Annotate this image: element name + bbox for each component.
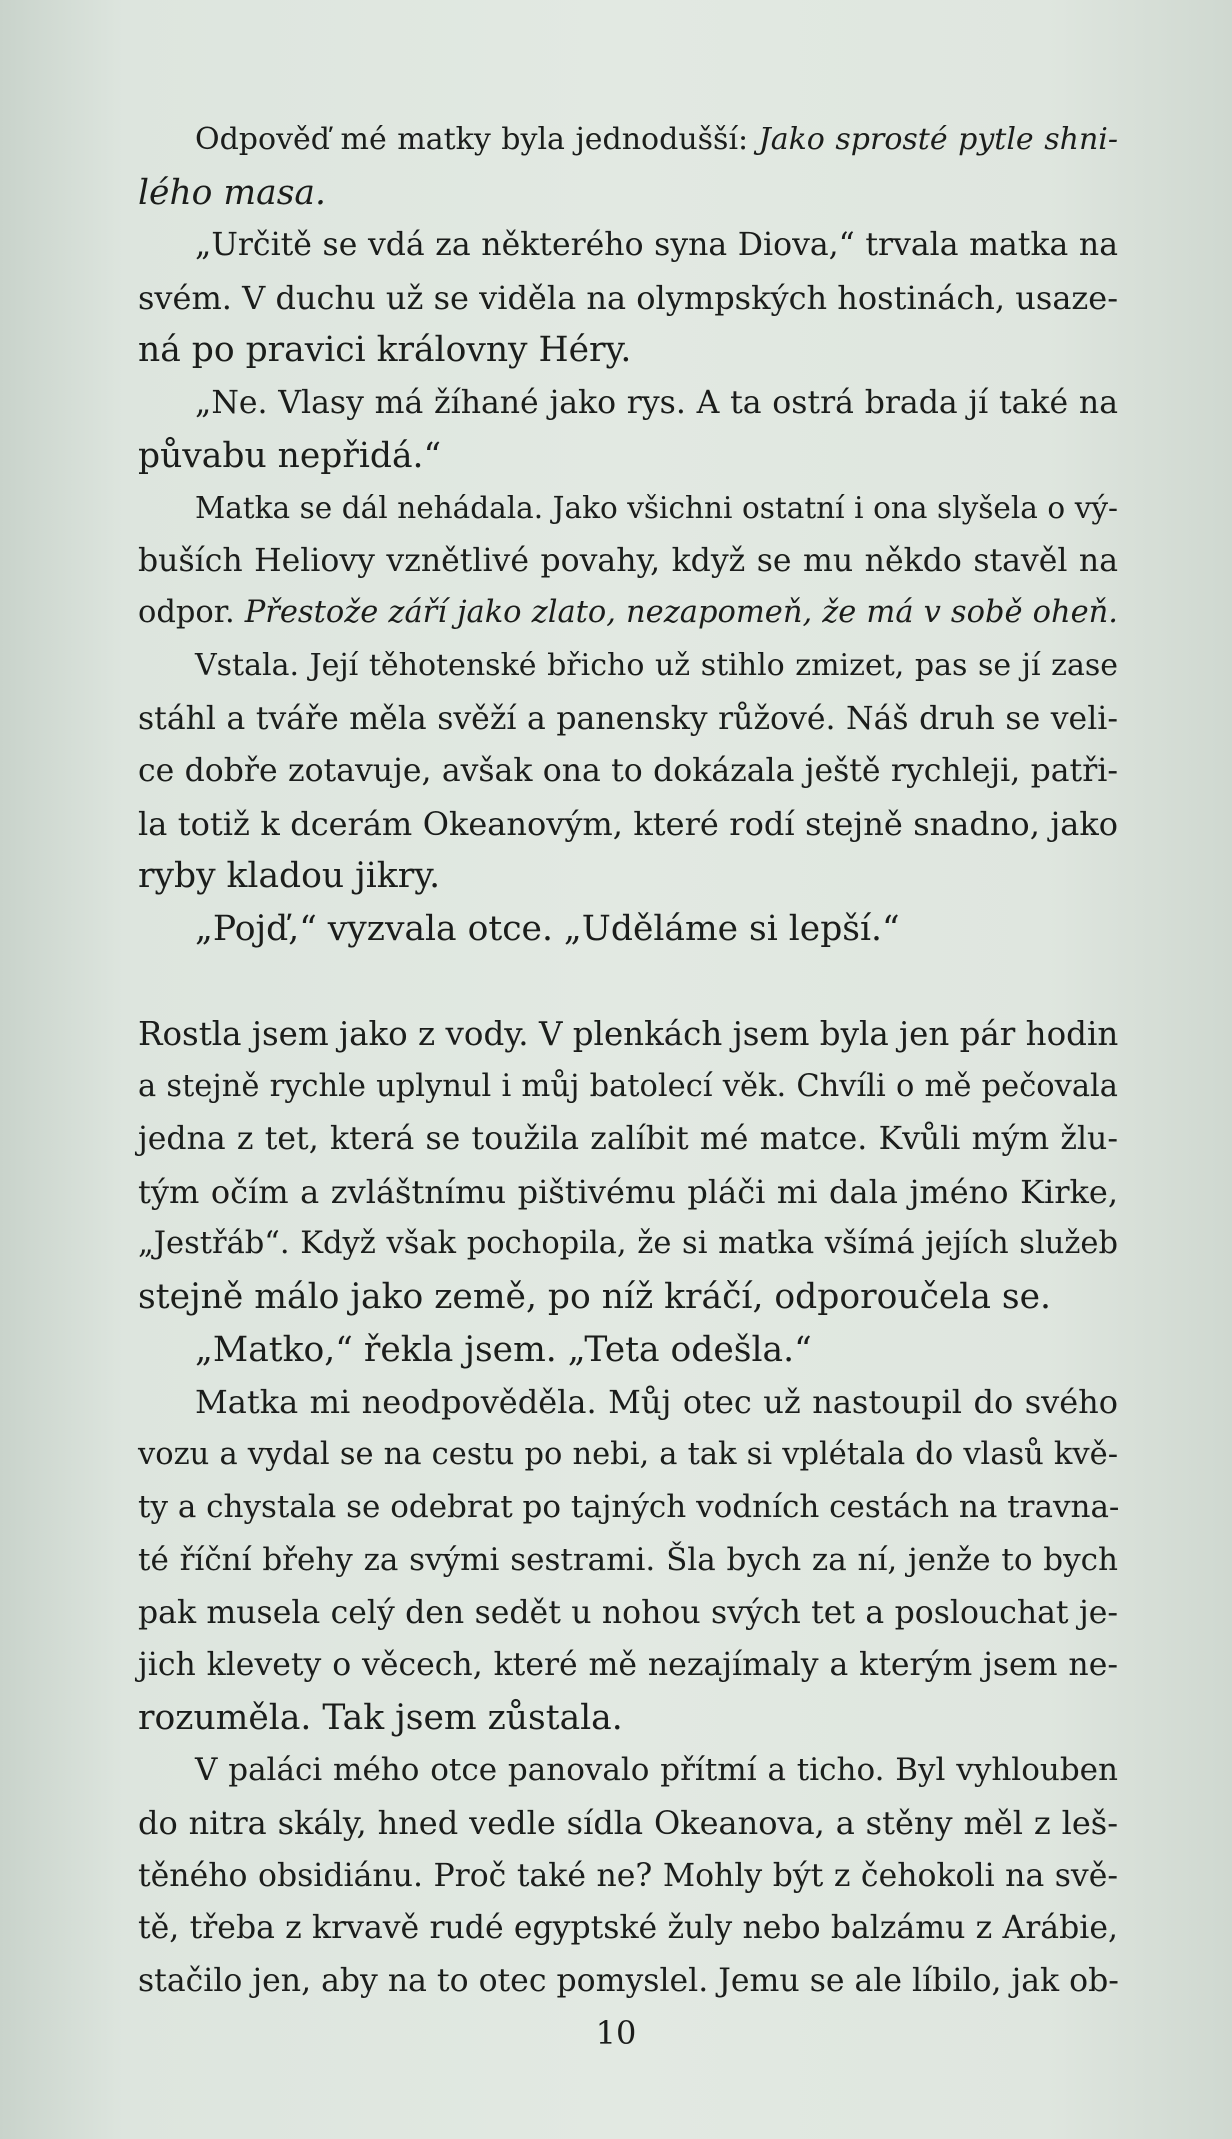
text-line [138, 640, 1118, 693]
paragraph [138, 903, 1118, 956]
text-line [138, 1324, 1118, 1377]
text-run: jich klevety o věcech, které mě nezajímaly a kterým jsem ne- [138, 1647, 1118, 1684]
text-line [138, 219, 1118, 272]
text-run: ty a chystala se odebrat po tajných vodních cestách na travna- [138, 1489, 1120, 1526]
paragraph [138, 219, 1118, 377]
text-run: tým očím a zvláštnímu pištivému pláči mi dala jméno Kirke, [138, 1172, 1118, 1211]
text-line [138, 1797, 1118, 1850]
text-line [138, 377, 1118, 430]
paragraph [138, 114, 1118, 219]
text-run: stejně málo jako země, po níž kráčí, odporoučela se. [138, 1277, 1051, 1318]
text-run: „Jestřáb“. Když však pochopila, že si matka všímá jejích služeb [138, 1226, 1118, 1262]
text-run: „Pojď,“ vyzvala otce. „Uděláme si lepší.“ [195, 908, 900, 949]
text-run: V paláci mého otce panovalo přítmí a ticho. Byl vyhlouben [195, 1752, 1118, 1789]
text-line [138, 1692, 1118, 1745]
text-run: „Matko,“ řekla jsem. „Teta odešla.“ [195, 1329, 812, 1370]
text-run: svém. V duchu už se viděla na olympských hostinách, usaze- [138, 278, 1118, 317]
page-number: 10 [595, 2014, 637, 2052]
text-line [138, 693, 1118, 746]
text-line [138, 272, 1118, 325]
text-run: stačilo jen, aby na to otec pomyslel. Jemu se ale líbilo, jak ob- [138, 1962, 1119, 1999]
text-run: „Ne. Vlasy má žíhané jako rys. A ta ostrá brada jí také na [195, 384, 1118, 421]
paragraph [138, 1744, 1118, 2007]
paragraph [138, 1324, 1118, 1377]
text-line [138, 798, 1118, 851]
text-line [138, 1008, 1118, 1061]
italic-text: Přestože září jako zlato, nezapomeň, že má v sobě oheň. [244, 595, 1118, 631]
text-run: ryby kladou jikry. [138, 856, 441, 897]
paragraph [138, 640, 1118, 903]
paragraph [138, 1008, 1118, 1324]
text-run: a stejně rychle uplynul i můj batolecí věk. Chvíli o mě pečovala [138, 1068, 1118, 1104]
text-run: Matka mi neodpověděla. Můj otec už nastoupil do svého [195, 1383, 1118, 1422]
text-line [138, 114, 1118, 167]
section-break [138, 956, 1118, 1009]
text-run: Matka se dál nehádala. Jako všichni ostatní i ona slyšela o vý- [195, 491, 1118, 526]
text-run: Odpověď mé matky byla jednodušší: [195, 122, 759, 157]
text-run: odpor. [138, 595, 245, 631]
text-run: do nitra skály, hned vedle sídla Okeanova, a stěny měl z leš- [138, 1804, 1118, 1842]
paragraph [138, 377, 1118, 482]
text-run: „Určitě se vdá za některého syna Diova,“ trvala matka na [195, 227, 1118, 264]
text-line [138, 1376, 1118, 1429]
text-line [138, 850, 1118, 903]
text-run: Vstala. Její těhotenské břicho už stihlo zmizet, pas se jí zase [195, 647, 1118, 683]
text-line [138, 1534, 1118, 1587]
text-line [138, 587, 1118, 640]
text-line [138, 1218, 1118, 1271]
text-run: stáhl a tváře měla svěží a panensky růžové. Náš druh se veli- [138, 700, 1118, 737]
text-run: té říční břehy za svými sestrami. Šla bych za ní, jenže to bych [138, 1542, 1118, 1579]
text-line [138, 1429, 1118, 1482]
text-run: půvabu nepřidá.“ [138, 435, 442, 476]
text-line [138, 1061, 1118, 1114]
text-run: buších Heliovy vznětlivé povahy, když se mu někdo stavěl na [138, 542, 1118, 579]
text-line [138, 167, 1118, 220]
text-line [138, 1271, 1118, 1324]
text-line [138, 482, 1118, 535]
text-run: la totiž k dcerám Okeanovým, které rodí stejně snadno, jako [138, 804, 1118, 843]
text-line [138, 903, 1118, 956]
text-run: jedna z tet, která se toužila zalíbit mé matce. Kvůli mým žlu- [138, 1121, 1118, 1158]
text-line [138, 1639, 1118, 1692]
text-run: ná po pravici královny Héry. [138, 330, 632, 371]
text-run: tě, třeba z krvavě rudé egyptské žuly nebo balzámu z Arábie, [138, 1910, 1118, 1947]
text-run: ce dobře zotavuje, avšak ona to dokázala ještě rychleji, patři- [138, 753, 1118, 790]
text-line [138, 1902, 1118, 1955]
italic-text: Jako sprosté pytle shni- [758, 122, 1118, 157]
text-line [138, 745, 1118, 798]
text-line [138, 1850, 1118, 1903]
text-run: pak musela celý den sedět u nohou svých tet a poslouchat je- [138, 1594, 1118, 1631]
book-page-text [138, 114, 1118, 2007]
text-line [138, 1955, 1118, 2008]
text-line [138, 1744, 1118, 1797]
paragraph [138, 1376, 1118, 1744]
text-line [138, 1587, 1118, 1640]
text-run: těného obsidiánu. Proč také ne? Mohly být z čehokoli na svě- [138, 1857, 1118, 1894]
text-line [138, 535, 1118, 588]
text-line [138, 1481, 1118, 1534]
text-line [138, 1113, 1118, 1166]
text-run: vozu a vydal se na cestu po nebi, a tak si vplétala do vlasů kvě- [138, 1436, 1118, 1472]
text-line [138, 324, 1118, 377]
text-run: Rostla jsem jako z vody. V plenkách jsem byla jen pár hodin [138, 1015, 1119, 1054]
text-line [138, 430, 1118, 483]
text-run: rozuměla. Tak jsem zůstala. [138, 1697, 623, 1738]
text-line [138, 1166, 1118, 1219]
italic-text: lého masa. [138, 172, 326, 213]
paragraph [138, 482, 1118, 640]
